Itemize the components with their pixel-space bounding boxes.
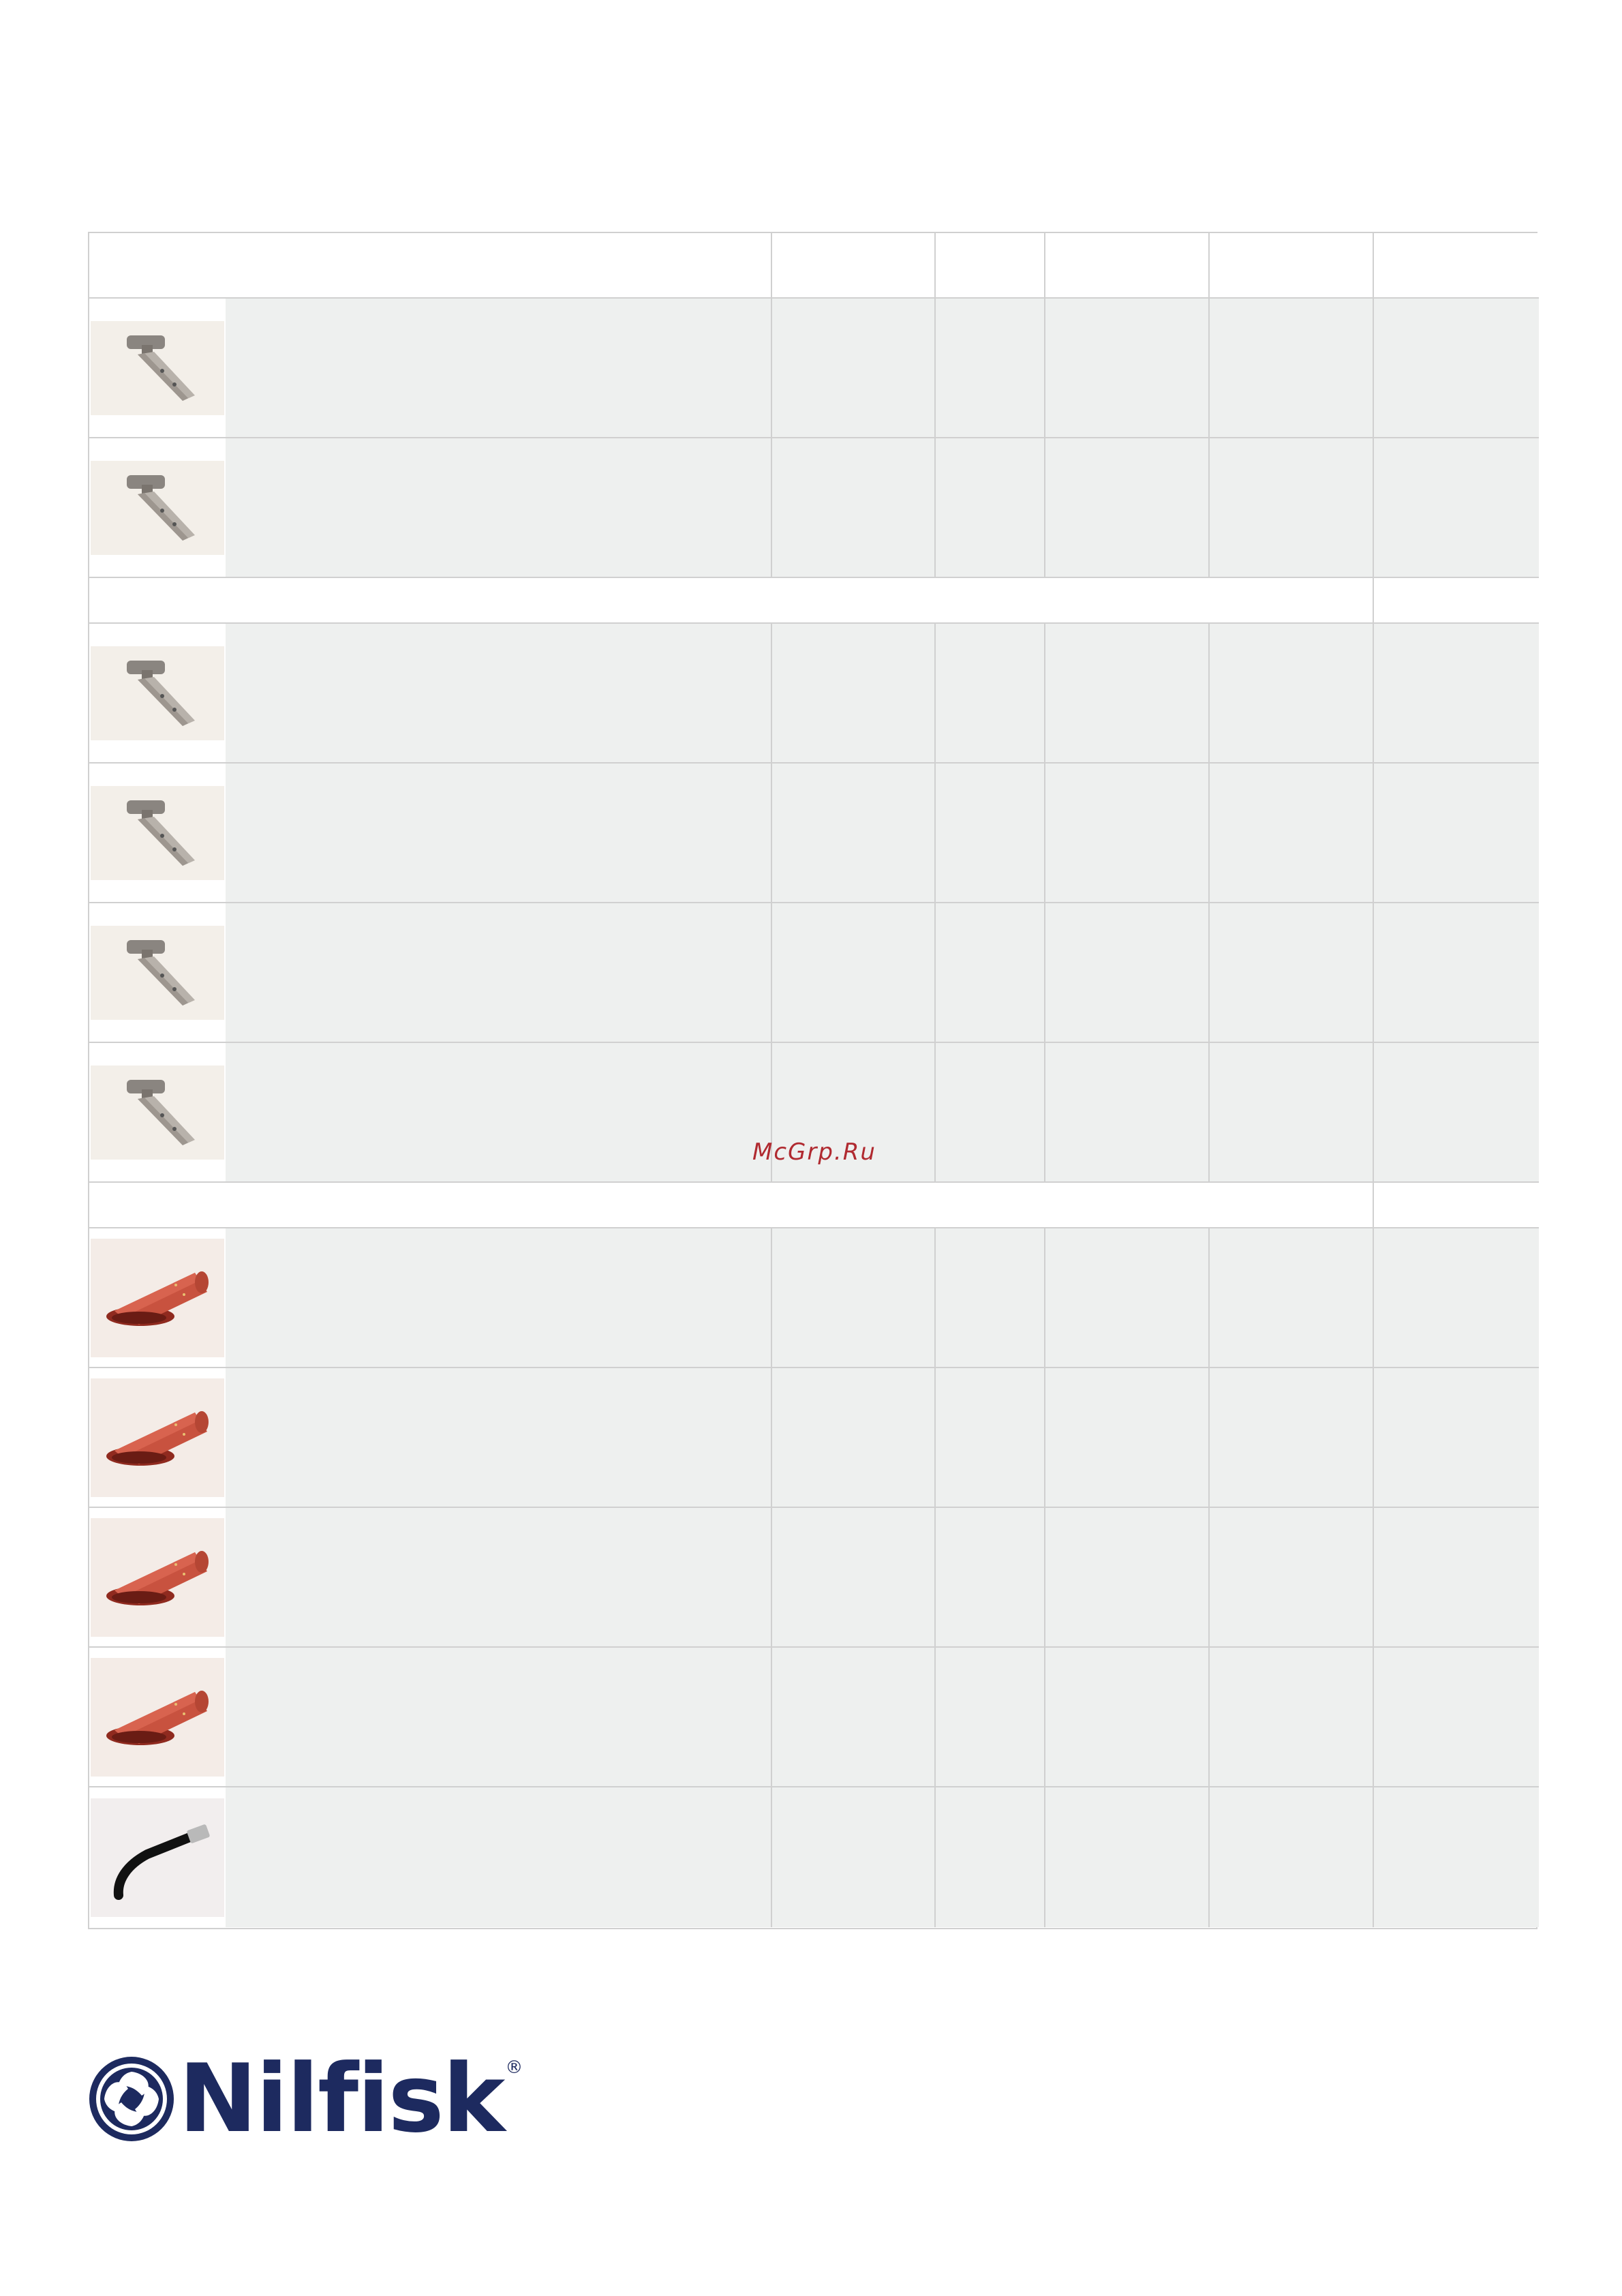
table-cell [1210, 1043, 1374, 1183]
table-cell [1210, 1508, 1374, 1648]
squeegee-nozzle-photo [91, 786, 224, 880]
product-photo [89, 299, 226, 438]
product-description [226, 764, 772, 903]
product-photo [89, 764, 226, 903]
table-cell [936, 438, 1045, 578]
table-cell [1374, 903, 1539, 1043]
product-photo [89, 624, 226, 764]
red-rubber-crevice-tool-photo [91, 1518, 224, 1637]
product-photo [89, 1787, 226, 1927]
table-cell [1210, 1648, 1374, 1787]
table-cell [1374, 1648, 1539, 1787]
table-cell [1374, 1043, 1539, 1183]
table-cell [1210, 1787, 1374, 1927]
table-cell [1374, 299, 1539, 438]
squeegee-nozzle-photo [91, 1066, 224, 1160]
table-cell [772, 1648, 936, 1787]
table-cell [1374, 1228, 1539, 1368]
product-photo [89, 1508, 226, 1648]
table-cell [1210, 1368, 1374, 1508]
squeegee-nozzle-photo [91, 646, 224, 740]
table-cell [1045, 764, 1210, 903]
logo-registered-mark: ® [505, 2057, 523, 2078]
squeegee-nozzle-photo [91, 321, 224, 415]
product-photo [89, 1648, 226, 1787]
table-cell [1045, 1368, 1210, 1508]
table-cell [936, 299, 1045, 438]
header-col-2 [936, 233, 1045, 299]
table-cell [1210, 903, 1374, 1043]
product-description [226, 1508, 772, 1648]
table-cell [772, 1787, 936, 1927]
red-rubber-crevice-tool-photo [91, 1378, 224, 1497]
table-cell [936, 1043, 1045, 1183]
table-cell [1374, 438, 1539, 578]
product-photo [89, 903, 226, 1043]
table-cell [1045, 624, 1210, 764]
table-cell [1045, 903, 1210, 1043]
table-cell [936, 1508, 1045, 1648]
table-cell [772, 1508, 936, 1648]
product-photo [89, 1043, 226, 1183]
table-cell [772, 624, 936, 764]
squeegee-nozzle-photo [91, 926, 224, 1020]
table-cell [1045, 1228, 1210, 1368]
table-cell [1374, 1508, 1539, 1648]
product-description [226, 903, 772, 1043]
table-cell [772, 903, 936, 1043]
table-cell [936, 624, 1045, 764]
table-cell [1210, 1228, 1374, 1368]
table-cell [1374, 624, 1539, 764]
table-cell [772, 299, 936, 438]
squeegee-nozzle-photo [91, 461, 224, 555]
header-col-4 [1210, 233, 1374, 299]
product-description [226, 299, 772, 438]
table-cell [1045, 1787, 1210, 1927]
product-description [226, 1648, 772, 1787]
accessory-table [88, 232, 1537, 1929]
table-cell [936, 1228, 1045, 1368]
table-cell [1045, 1043, 1210, 1183]
nilfisk-swirl-icon [87, 2055, 176, 2143]
header-product [89, 233, 772, 299]
table-cell [936, 764, 1045, 903]
table-cell [1045, 438, 1210, 578]
table-cell [936, 903, 1045, 1043]
table-cell [1210, 764, 1374, 903]
table-cell [1374, 1368, 1539, 1508]
table-cell [1045, 1508, 1210, 1648]
product-description [226, 1787, 772, 1927]
header-col-5 [1374, 233, 1539, 299]
header-col-1 [772, 233, 936, 299]
table-cell [1045, 1648, 1210, 1787]
table-cell [1374, 764, 1539, 903]
product-description [226, 438, 772, 578]
table-cell [1210, 624, 1374, 764]
bent-black-crevice-tool-photo [91, 1798, 224, 1917]
product-description [226, 624, 772, 764]
section-row-end [1374, 1183, 1539, 1228]
logo-wordmark: Nilfisk [179, 2044, 504, 2154]
table-cell [936, 1787, 1045, 1927]
product-photo [89, 1368, 226, 1508]
table-cell [772, 438, 936, 578]
table-cell [772, 764, 936, 903]
product-photo [89, 1228, 226, 1368]
header-col-3 [1045, 233, 1210, 299]
table-cell [772, 1228, 936, 1368]
table-cell [1210, 299, 1374, 438]
table-cell [936, 1368, 1045, 1508]
table-cell [936, 1648, 1045, 1787]
red-rubber-crevice-tool-photo [91, 1239, 224, 1357]
table-cell [1210, 438, 1374, 578]
table-cell [772, 1368, 936, 1508]
red-rubber-crevice-tool-photo [91, 1658, 224, 1777]
section-row-end [1374, 578, 1539, 624]
nilfisk-logo [87, 2044, 523, 2154]
product-photo [89, 438, 226, 578]
watermark: McGrp.Ru [752, 1138, 876, 1166]
section-row [89, 1183, 1374, 1228]
product-description [226, 1368, 772, 1508]
product-description [226, 1043, 772, 1183]
table-cell [1374, 1787, 1539, 1927]
section-row [89, 578, 1374, 624]
product-description [226, 1228, 772, 1368]
table-cell [1045, 299, 1210, 438]
